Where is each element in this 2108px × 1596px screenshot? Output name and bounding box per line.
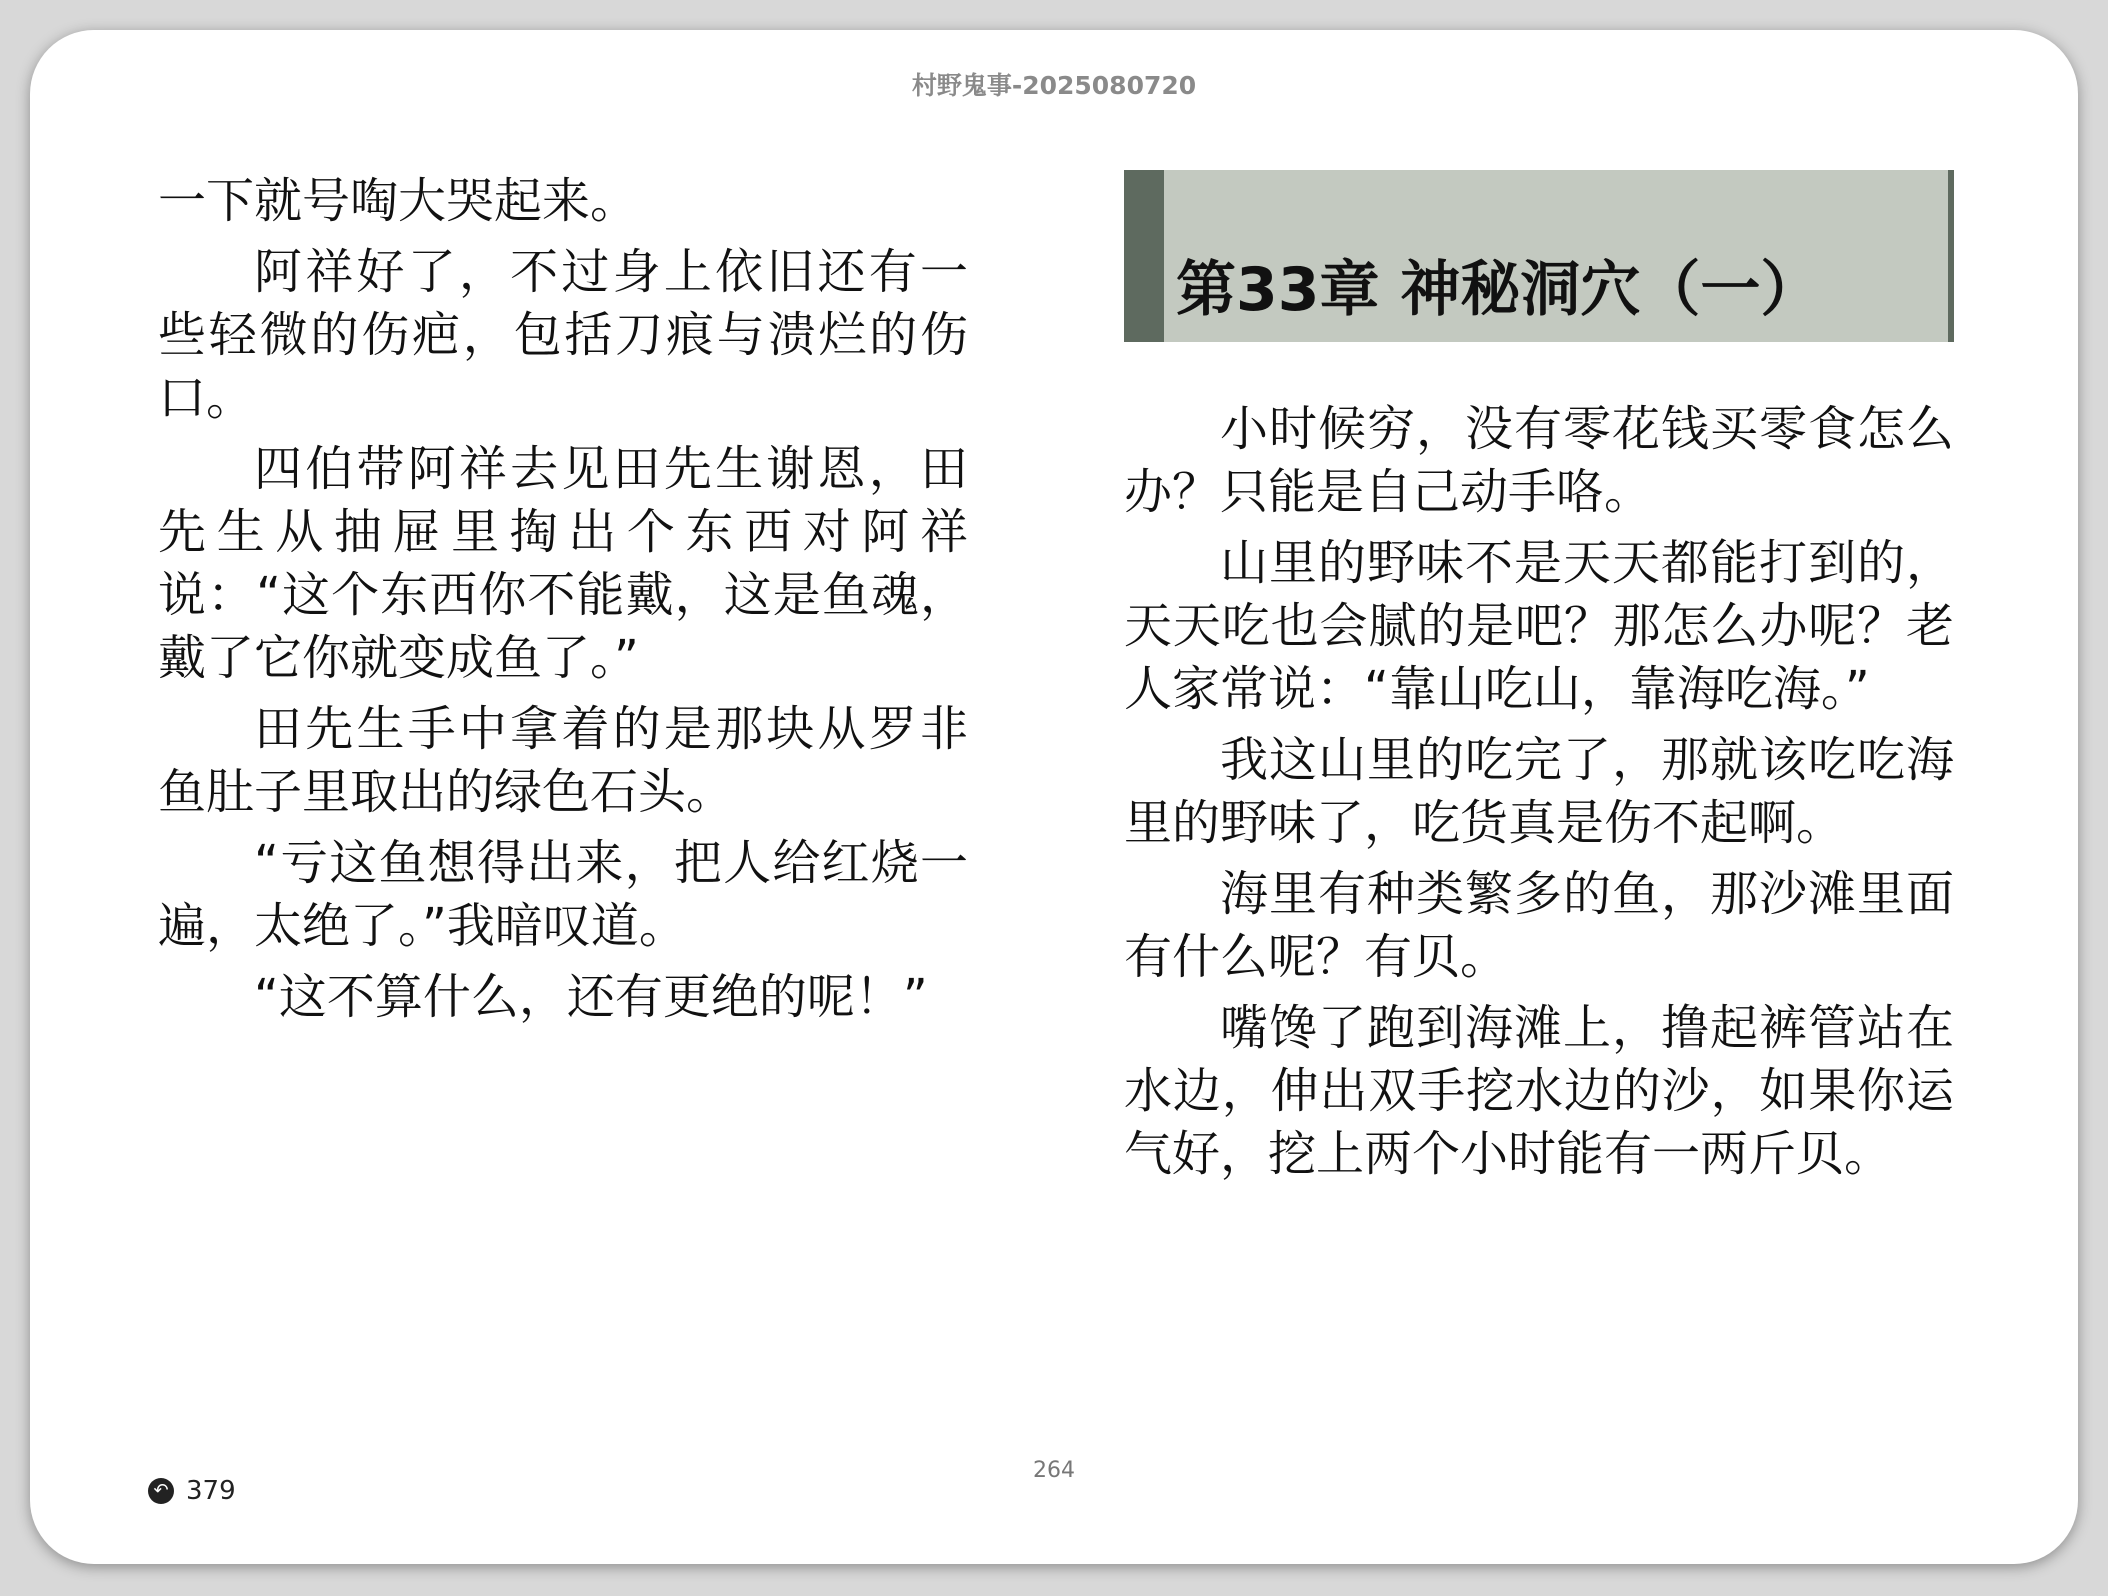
paragraph: 海里有种类繁多的鱼，那沙滩里面有什么呢？有贝。 [1124,866,1954,985]
pages-left-count: 379 [186,1476,236,1506]
back-arrow-circle-icon: ↶ [148,1478,174,1504]
reader-window [30,30,2078,1564]
left-page[interactable] [158,170,968,1037]
chapter-header [1124,170,1954,342]
paragraph: 四伯带阿祥去见田先生谢恩，田先生从抽屉里掏出个东西对阿祥说：“这个东西你不能戴，这是鱼魂，戴了它你就变成鱼了。” [158,441,968,686]
chapter-header-bar-left [1124,170,1164,342]
paragraph: 小时候穷，没有零花钱买零食怎么办？只能是自己动手咯。 [1124,401,1954,520]
paragraph: 嘴馋了跑到海滩上，撸起裤管站在水边，伸出双手挖水边的沙，如果你运气好，挖上两个小时能有一两斤贝。 [1124,1000,1954,1182]
chapter-header-bar-right [1948,170,1954,342]
paragraph: 一下就号啕大哭起来。 [158,173,639,229]
paragraph: 田先生手中拿着的是那块从罗非鱼肚子里取出的绿色石头。 [158,701,968,820]
right-page[interactable] [1124,170,1954,1194]
paragraph: 阿祥好了，不过身上依旧还有一些轻微的伤疤，包括刀痕与溃烂的伤口。 [158,244,968,426]
book-title: 村野鬼事-2025080720 [911,71,1197,100]
paragraph: 山里的野味不是天天都能打到的，天天吃也会腻的是吧？那怎么办呢？老人家常说：“靠山吃山，靠海吃海。” [1124,535,1954,717]
page-number: 264 [1033,1458,1075,1483]
paragraph: 我这山里的吃完了，那就该吃吃海里的野味了，吃货真是伤不起啊。 [1124,732,1954,851]
pages-left-indicator[interactable] [148,1476,236,1506]
paragraph: “这不算什么，还有更绝的呢！” [254,969,928,1025]
paragraph: “亏这鱼想得出来，把人给红烧一遍，太绝了。”我暗叹道。 [158,835,968,954]
chapter-title: 第33章 神秘洞穴（一） [1176,255,1821,325]
